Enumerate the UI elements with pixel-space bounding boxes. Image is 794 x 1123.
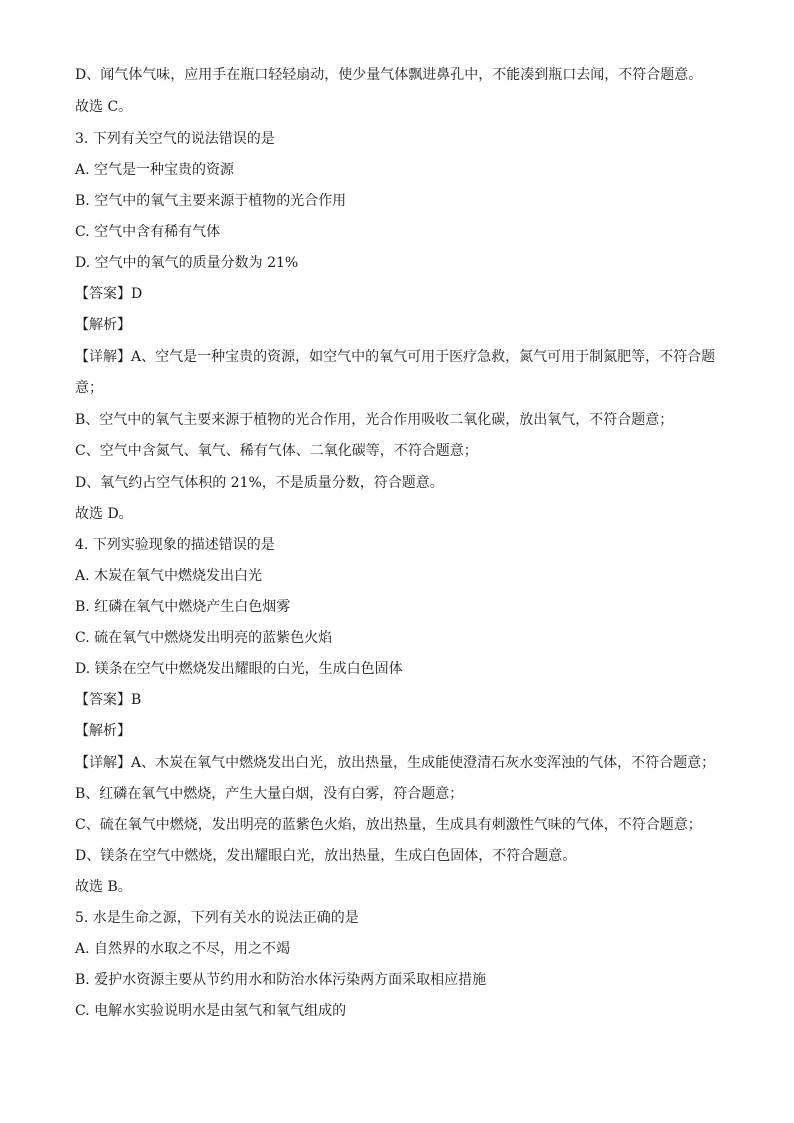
choice-conclusion: 故选 D。 [75, 506, 133, 522]
option-a: A. 木炭在氧气中燃烧发出白光 [75, 568, 263, 584]
explanation-line: D、镁条在空气中燃烧，发出耀眼白光，放出热量，生成白色固体，不符合题意。 [75, 848, 577, 864]
option-d: D. 空气中的氧气的质量分数为 21% [75, 255, 299, 271]
option-b: B. 爱护水资源主要从节约用水和防治水体污染两方面采取相应措施 [75, 972, 487, 988]
question-3: 3. 下列有关空气的说法错误的是 [75, 131, 275, 147]
answer-label: 【答案】D [75, 286, 143, 302]
explanation-line: D、氧气约占空气体积的 21%，不是质量分数，符合题意。 [75, 475, 444, 491]
option-b: B. 空气中的氧气主要来源于植物的光合作用 [75, 193, 347, 209]
question-4: 4. 下列实验现象的描述错误的是 [75, 537, 275, 553]
text-line: 故选 C。 [75, 99, 133, 115]
explanation-line: B、空气中的氧气主要来源于植物的光合作用，光合作用吸收二氧化碳，放出氧气，不符合题意； [75, 412, 674, 428]
option-a: A. 空气是一种宝贵的资源 [75, 162, 235, 178]
option-a: A. 自然界的水取之不尽，用之不竭 [75, 941, 291, 957]
option-c: C. 空气中含有稀有气体 [75, 224, 221, 240]
analysis-label: 【解析】 [75, 723, 131, 739]
explanation-line: 意； [75, 380, 103, 396]
explanation-line: 【详解】A、空气是一种宝贵的资源，如空气中的氧气可用于医疗急救，氮气可用于制氮肥等，不符合题 [75, 349, 716, 365]
text-line: D、闻气体气味，应用手在瓶口轻轻扇动，使少量气体飘进鼻孔中，不能凑到瓶口去闻，不符合题意。 [75, 67, 703, 83]
analysis-label: 【解析】 [75, 317, 131, 333]
option-c: C. 硫在氧气中燃烧发出明亮的蓝紫色火焰 [75, 630, 333, 646]
explanation-line: B、红磷在氧气中燃烧，产生大量白烟，没有白雾，符合题意； [75, 786, 464, 802]
option-d: D. 镁条在空气中燃烧发出耀眼的白光，生成白色固体 [75, 661, 403, 677]
choice-conclusion: 故选 B。 [75, 879, 132, 895]
explanation-line: C、硫在氧气中燃烧，发出明亮的蓝紫色火焰，放出热量，生成具有刺激性气味的气体，不符合题意； [75, 817, 702, 833]
option-c: C. 电解水实验说明水是由氢气和氧气组成的 [75, 1003, 347, 1019]
answer-label: 【答案】B [75, 692, 142, 708]
explanation-line: C、空气中含氮气、氧气、稀有气体、二氧化碳等，不符合题意； [75, 443, 478, 459]
question-5: 5. 水是生命之源，下列有关水的说法正确的是 [75, 910, 359, 926]
explanation-line: 【详解】A、木炭在氧气中燃烧发出白光，放出热量，生成能使澄清石灰水变浑浊的气体，不符合题意； [75, 755, 716, 771]
option-b: B. 红磷在氧气中燃烧产生白色烟雾 [75, 599, 291, 615]
